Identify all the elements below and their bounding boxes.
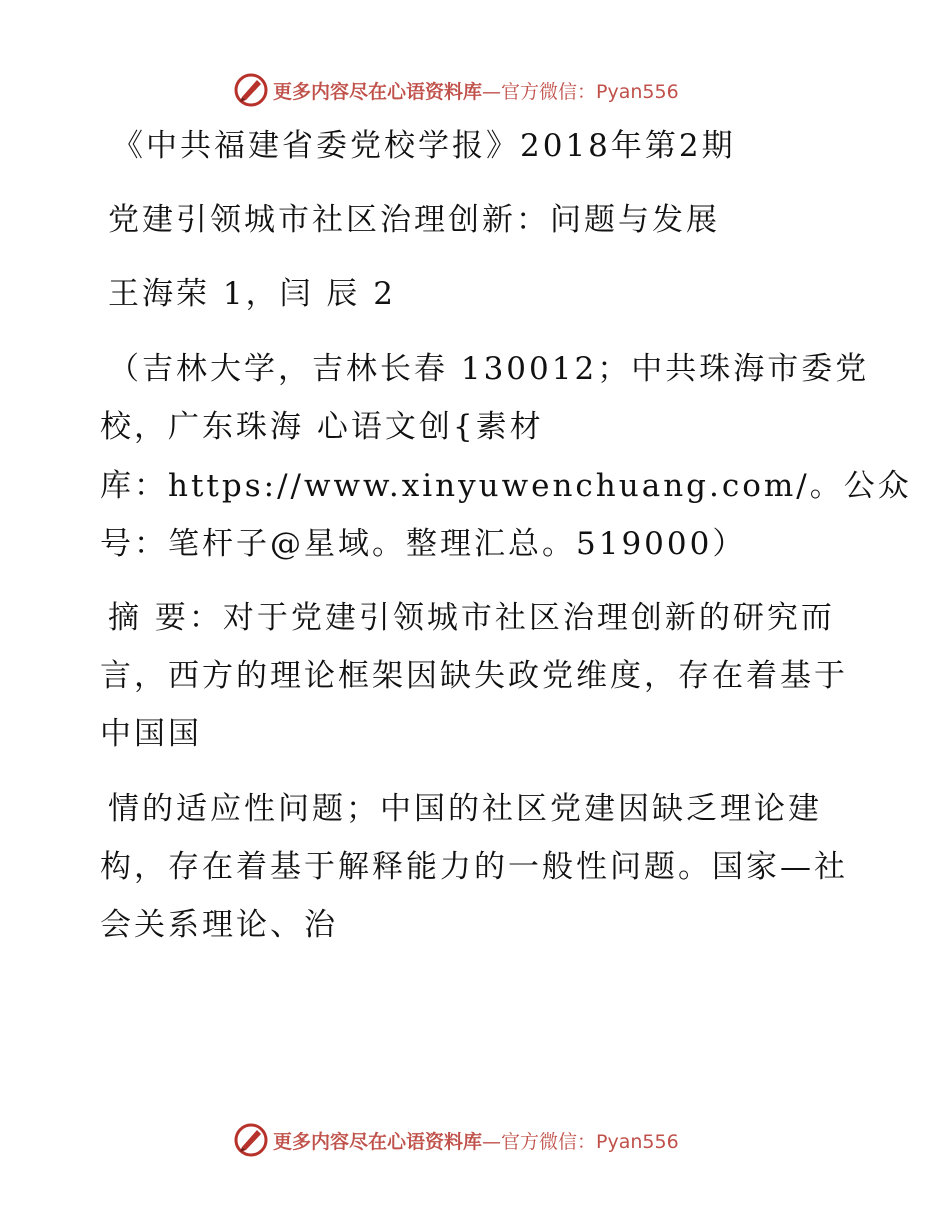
abstract-line-3: 中国国 bbox=[100, 716, 202, 752]
affiliation-line-2: 校，广东珠海 心语文创{素材 bbox=[100, 409, 544, 445]
abstract-line-1: 摘 要：对于党建引领城市社区治理创新的研究而 bbox=[108, 600, 835, 636]
banner-text bbox=[273, 1127, 679, 1154]
affiliation-line-1: （吉林大学，吉林长春 130012；中共珠海市委党 bbox=[108, 351, 870, 387]
pen-logo-icon bbox=[233, 72, 269, 108]
banner-tail-text: 官方微信：Pyan556 bbox=[501, 80, 679, 103]
banner-dash: — bbox=[482, 1130, 502, 1153]
paragraph-line-2: 构，存在着基于解释能力的一般性问题。国家—社 bbox=[100, 849, 848, 885]
affiliation-line-3: 库：https://www.xinyuwenchuang.com/。公众 bbox=[100, 468, 912, 504]
paragraph-line-3: 会关系理论、治 bbox=[100, 907, 338, 943]
banner-main-text: 更多内容尽在心语资料库 bbox=[273, 80, 483, 103]
journal-line: 《中共福建省委党校学报》2018年第2期 bbox=[112, 128, 736, 164]
banner-text bbox=[273, 77, 679, 104]
paragraph-line-1: 情的适应性问题；中国的社区党建因缺乏理论建 bbox=[108, 791, 822, 827]
affiliation-line-4: 号：笔杆子@星域。整理汇总。519000） bbox=[100, 526, 747, 562]
pen-logo-icon bbox=[233, 1122, 269, 1158]
banner-dash: — bbox=[482, 80, 502, 103]
abstract-line-2: 言，西方的理论框架因缺失政党维度，存在着基于 bbox=[100, 658, 848, 694]
banner-main-text: 更多内容尽在心语资料库 bbox=[273, 1130, 483, 1153]
header-watermark-banner bbox=[233, 70, 753, 110]
authors: 王海荣 1，闫 辰 2 bbox=[108, 276, 397, 312]
footer-watermark-banner bbox=[233, 1120, 753, 1160]
banner-tail-text: 官方微信：Pyan556 bbox=[501, 1130, 679, 1153]
article-title: 党建引领城市社区治理创新：问题与发展 bbox=[108, 202, 720, 238]
